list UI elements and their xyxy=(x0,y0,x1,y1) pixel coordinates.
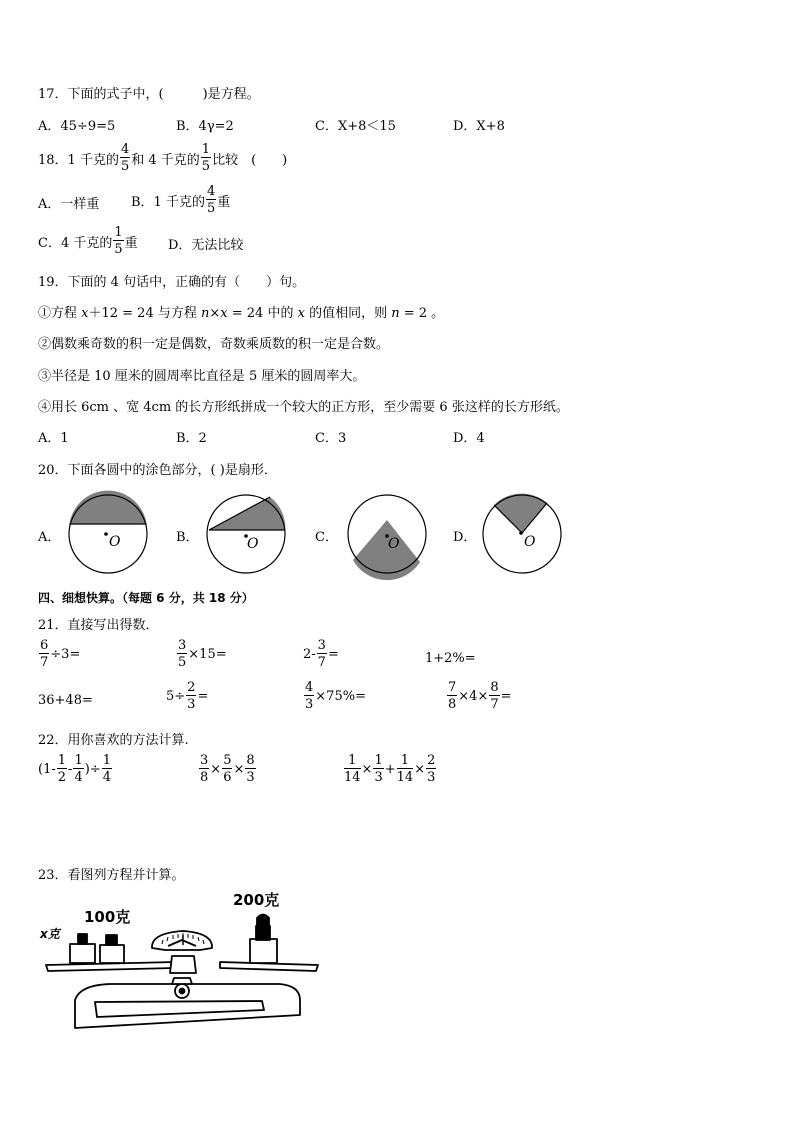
q19-stem: 19．下面的 4 句话中，正确的有（ ）句。 xyxy=(38,275,306,290)
q18-option-a: A．一样重 xyxy=(38,197,100,212)
q19-option-d: D．4 xyxy=(453,431,485,446)
q20-label-d: D． xyxy=(453,530,477,545)
q19-statement-2: ②偶数乘奇数的积一定是偶数，奇数乘质数的积一定是合数。 xyxy=(38,337,390,352)
q21-expr-1: $\frac{6}{7}$ ÷3= xyxy=(40,638,81,670)
q20-label-b: B． xyxy=(176,530,199,545)
q17-option-d: D．X+8 xyxy=(453,119,505,134)
label-100-grams: 100克 xyxy=(84,908,131,926)
q21-stem: 21．直接写出得数． xyxy=(38,618,159,633)
q20-label-a: A． xyxy=(38,530,61,545)
q19-option-b: B．2 xyxy=(176,431,207,446)
q18-option-c: C．4 千克的 $\frac{1}{5}$ 重 xyxy=(38,225,138,257)
q21-expr-4: 1+2%= xyxy=(425,651,476,666)
fraction: $\frac{1}{5}$ xyxy=(201,142,211,174)
center-label-d: O xyxy=(524,534,536,550)
q18-stem: 18．1 千克的 $\frac{4}{5}$ 和 4 千克的 $\frac{1}{5}$ 比较 ( ) xyxy=(38,142,288,174)
q22-expr-2: $\frac{3}{8}$ × $\frac{5}{6}$ × $\frac{8}{3}$ xyxy=(200,753,255,785)
q17-option-c: C．X+8＜15 xyxy=(315,119,396,134)
q17-stem: 17．下面的式子中，( )是方程。 xyxy=(38,87,260,102)
q21-expr-2: $\frac{3}{5}$ ×15= xyxy=(178,638,227,670)
label-200-grams: 200克 xyxy=(233,891,280,909)
q19-option-c: C．3 xyxy=(315,431,347,446)
fraction: $\frac{4}{5}$ xyxy=(120,142,130,174)
label-x-grams: x克 xyxy=(40,927,60,941)
q21-expr-8: $\frac{7}{8}$ ×4× $\frac{8}{7}$ = xyxy=(448,680,512,712)
q21-expr-6: 5÷ $\frac{2}{3}$ = xyxy=(166,680,209,712)
q22-expr-3: $\frac{1}{14}$ × $\frac{1}{3}$ + $\frac{1}{14}$ × $\frac{2}{3}$ xyxy=(344,753,436,785)
center-label-b: O xyxy=(247,536,259,552)
q23-stem: 23．看图列方程并计算。 xyxy=(38,868,185,883)
q19-statement-3: ③半径是 10 厘米的圆周率比直径是 5 厘米的圆周率大。 xyxy=(38,369,366,384)
center-label-a: O xyxy=(109,534,121,550)
q20-stem: 20．下面各圆中的涂色部分，( )是扇形． xyxy=(38,463,277,478)
q17-option-b: B．4γ=2 xyxy=(176,119,234,134)
q21-expr-7: $\frac{4}{3}$ ×75%= xyxy=(305,680,366,712)
q20-label-c: C． xyxy=(315,530,338,545)
q22-expr-1: (1- $\frac{1}{2}$ - $\frac{1}{4}$ )÷ $\frac{1}{4}$ xyxy=(38,753,111,785)
q21-expr-5: 36+48= xyxy=(38,693,93,708)
q17-option-a: A．45÷9=5 xyxy=(38,119,116,134)
q18-option-d: D．无法比较 xyxy=(168,238,244,253)
q19-statement-1: ①方程 x＋12 = 24 与方程 n×x = 24 中的 x 的值相同，则 n = 2 。 xyxy=(38,306,445,321)
center-label-c: O xyxy=(388,536,400,552)
q22-stem: 22．用你喜欢的方法计算. xyxy=(38,733,189,748)
q19-statement-4: ④用长 6cm 、宽 4cm 的长方形纸拼成一个较大的正方形，至少需要 6 张这样的长方形纸。 xyxy=(38,400,569,415)
section-title: 四、细想快算。（每题 6 分，共 18 分） xyxy=(38,591,254,605)
q18-option-b: B．1 千克的 $\frac{4}{5}$ 重 xyxy=(131,184,231,216)
q21-expr-3: 2- $\frac{3}{7}$ = xyxy=(303,638,339,670)
q19-option-a: A．1 xyxy=(38,431,69,446)
